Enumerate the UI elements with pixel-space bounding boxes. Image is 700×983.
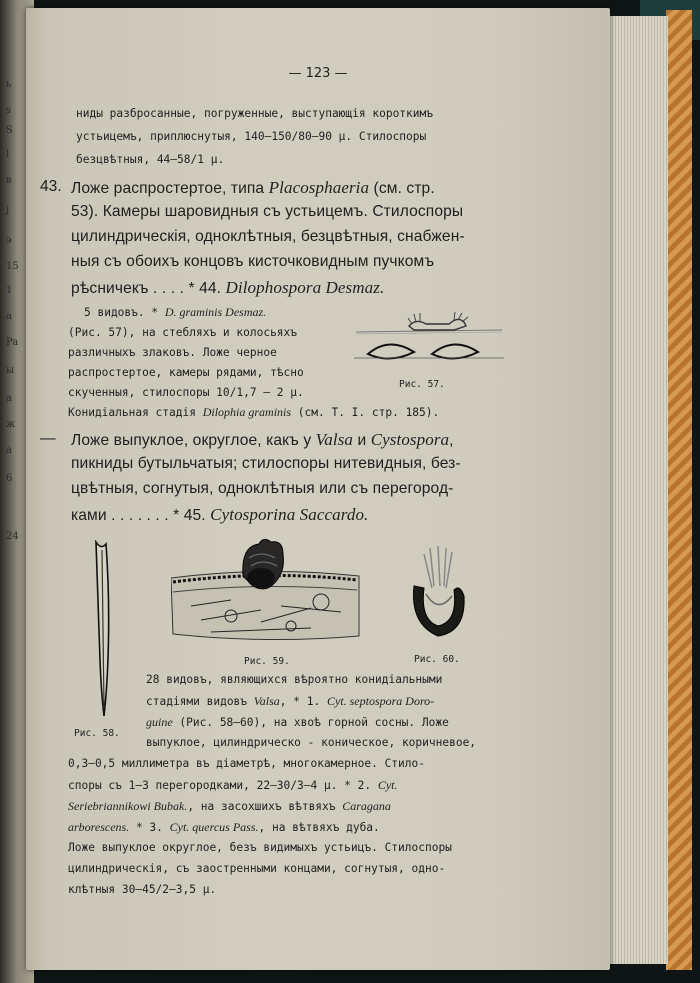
entry-dash-line-3: цвѣтныя, согнутыя, одноклѣтныя или съ перегород- (71, 480, 454, 497)
left-fragment: a (6, 393, 12, 404)
entry-dash-line-2: пикниды бутыльчатыя; стилоспоры нитевидныя, без- (71, 455, 461, 472)
page-block-edges (604, 16, 668, 964)
left-fragment: ь (6, 79, 12, 90)
entry-dash-marker: — (40, 430, 56, 447)
figure-58-caption: Рис. 58. (74, 728, 120, 739)
left-fragment: 1 (6, 285, 13, 296)
cytosporina-desc-line-8: arborescens. * 3. Cyt. quercus Pass., на вѣтвяхъ дуба. (68, 820, 380, 834)
left-fragment: ы (6, 365, 14, 376)
book-cover-spine-pattern (666, 10, 692, 970)
dilophospora-desc-line-2: (Рис. 57), на стебляхъ и колосьяхъ (68, 326, 298, 339)
entry-dash-line-1: Ложе выпуклое, округлое, какъ у Valsa и Cystospora, (71, 430, 454, 449)
figure-58-illustration (88, 540, 118, 720)
dilophospora-desc-line-4: распростертое, камеры рядами, тѣсно (68, 366, 304, 379)
cytosporina-desc-line-7: Seriebriannikowi Bubak., на засохшихъ вѣтвяхъ Caragana (68, 799, 391, 813)
dilophospora-desc-line-6: Конидіальная стадія Dilophia graminis (см. Т. I. стр. 185). (68, 405, 440, 419)
left-fragment: в (6, 175, 12, 186)
page-number: — 123 — (288, 66, 348, 81)
entry-43-line-3: цилиндрическія, одноклѣтныя, безцвѣтныя, снабжен- (71, 228, 465, 245)
cytosporina-desc-line-5: 0,3—0,5 миллиметра въ діаметрѣ, многокамерное. Стило- (68, 757, 425, 770)
left-fragment: j (6, 205, 10, 216)
figure-59-caption: Рис. 59. (244, 656, 290, 667)
intro-line-3: безцвѣтныя, 44—58/1 μ. (76, 153, 225, 166)
left-fragment: a (6, 445, 12, 456)
dilophospora-desc-line-5: скученныя, стилоспоры 10/1,7 — 2 μ. (68, 386, 304, 399)
intro-line-2: устьицемъ, приплюснутыя, 140—150/80—90 μ. Стилоспоры (76, 130, 427, 143)
cytosporina-desc-line-6: споры съ 1—3 перегородками, 22—30/3—4 μ. * 2. Cyt. (68, 778, 398, 792)
figure-59-illustration (171, 536, 361, 646)
cytosporina-desc-line-1: 28 видовъ, являющихся вѣроятно конидіальными (146, 673, 443, 686)
left-fragment: 24 (6, 531, 19, 542)
left-fragment: Pa (6, 337, 19, 348)
left-fragment: 15 (6, 261, 19, 272)
left-fragment: э (6, 235, 12, 246)
dilophospora-desc-line-1: 5 видовъ. * D. graminis Desmaz. (84, 305, 267, 319)
left-fragment: a (6, 311, 12, 322)
left-fragment: ж (6, 419, 16, 430)
entry-43-line-2: 53). Камеры шаровидныя съ устьицемъ. Стилоспоры (71, 203, 464, 220)
entry-43-line-5: рѣсничекъ . . . . * 44. Dilophospora Desmaz. (71, 278, 385, 297)
left-fragment: s (6, 105, 12, 116)
cytosporina-desc-line-3: guine (Рис. 58—60), на хвоѣ горной сосны. Ложе (146, 715, 449, 729)
entry-dash-line-4: ками . . . . . . . * 45. Cytosporina Saccardo. (71, 505, 369, 524)
book-page (26, 8, 610, 970)
cytosporina-desc-line-2: стадіями видовъ Valsa, * 1. Cyt. septospora Doro- (146, 694, 435, 708)
figure-60-illustration (400, 544, 480, 644)
dilophospora-desc-line-3: различныхъ злаковъ. Ложе черное (68, 346, 277, 359)
figure-57-illustration (354, 306, 504, 376)
left-fragment: S (6, 125, 13, 136)
intro-line-1: ниды разбросанные, погруженные, выступающія короткимъ (76, 107, 433, 120)
cytosporina-desc-line-4: выпуклое, цилиндрическо - коническое, коричневое, (146, 736, 477, 749)
cytosporina-desc-line-11: клѣтныя 30—45/2—3,5 μ. (68, 883, 217, 896)
cytosporina-desc-line-9: Ложе выпуклое округлое, безъ видимыхъ устьицъ. Стилоспоры (68, 841, 452, 854)
left-fragment: l (6, 149, 10, 160)
entry-43-line-1: Ложе распростертое, типа Placosphaeria (см. стр. (71, 178, 435, 197)
cytosporina-desc-line-10: цилиндрическія, съ заостренными концами, согнутыя, одно- (68, 862, 446, 875)
figure-60-caption: Рис. 60. (414, 654, 460, 665)
entry-43-line-4: ныя съ обоихъ концовъ кисточковидным пучкомъ (71, 253, 435, 270)
left-fragment: 6 (6, 473, 13, 484)
entry-number-43: 43. (40, 178, 62, 195)
figure-57-caption: Рис. 57. (399, 379, 445, 390)
